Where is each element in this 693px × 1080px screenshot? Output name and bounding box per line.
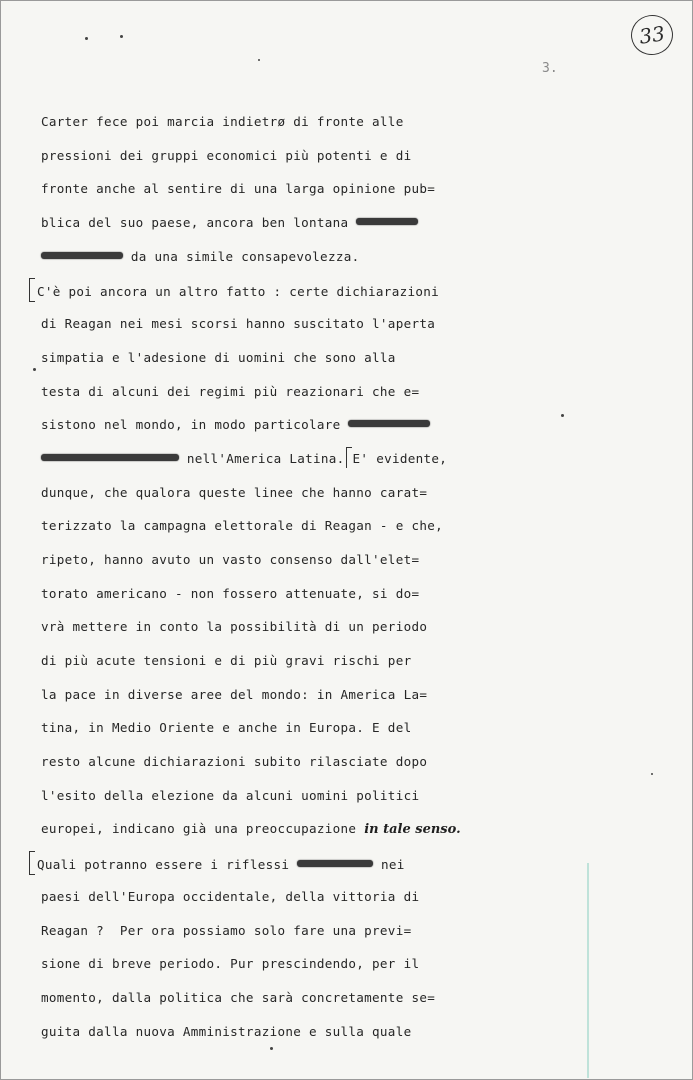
ink-speck [258,59,260,61]
text-line: da una simile consapevolezza. [41,245,561,279]
redaction-mark [356,218,418,225]
text-line: resto alcune dichiarazioni subito rilasciate dopo [41,754,428,770]
paragraph-bracket [346,447,352,468]
text-line: sistono nel mondo, in modo particolare [41,413,561,447]
text-line: ripeto, hanno avuto un vasto consenso dall'elet= [41,551,420,567]
text-line: blica del suo paese, ancora ben lontana [41,211,561,245]
redaction-mark [348,420,430,427]
text-line: la pace in diverse aree del mondo: in America La= [41,686,428,702]
text-line: paesi dell'Europa occidentale, della vittoria di [41,888,420,904]
page-number-stamp: 33 [628,12,675,57]
paragraph-bracket [29,851,35,875]
text-line: Quali potranno essere i riflessi nei [29,851,561,885]
text-line: nell'America Latina. E' evidente, [41,447,561,481]
redaction-mark [41,454,179,461]
text-line: guita dalla nuova Amministrazione e sulla quale [41,1023,412,1039]
text-line: di Reagan nei mesi scorsi hanno suscitato l'aperta [41,316,436,332]
handwritten-insertion: in tale senso. [364,822,461,838]
ink-speck [33,368,36,371]
ink-speck [85,37,88,40]
text-line: europei, indicano già una preoccupazione in tale senso. [41,821,461,838]
text-line: torato americano - non fossero attenuate, si do= [41,585,420,601]
redaction-mark [297,860,373,867]
ink-speck [561,414,564,417]
text-line: momento, dalla politica che sarà concretamente se= [41,989,436,1005]
text-line: Reagan ? Per ora possiamo solo fare una previ= [41,922,412,938]
text-line: pressioni dei gruppi economici più potenti e di [41,147,412,163]
text-line: Carter fece poi marcia indietrø di fronte alle [41,114,404,129]
paragraph-bracket [29,278,35,302]
text-line: dunque, che qualora queste linee che hanno carat= [41,484,428,500]
text-line: di più acute tensioni e di più gravi rischi per [41,653,412,668]
redaction-mark [41,252,123,259]
text-line: vrà mettere in conto la possibilità di un periodo [41,619,428,635]
text-line: simpatia e l'adesione di uomini che sono alla [41,349,396,365]
text-line: tina, in Medio Oriente e anche in Europa. E del [41,720,412,736]
margin-line [587,863,589,1078]
page-marker: 3. [542,61,558,76]
text-line: fronte anche al sentire di una larga opinione pub= [41,181,436,197]
text-line: testa di alcuni dei regimi più reazionari che e= [41,383,420,399]
ink-speck [651,773,653,775]
ink-speck [120,35,123,38]
text-line: terizzato la campagna elettorale di Reagan - e che, [41,518,443,534]
body-text [37,110,561,1053]
text-line: C'è poi ancora un altro fatto : certe dichiarazioni [29,278,561,312]
text-line: sione di breve periodo. Pur prescindendo, per il [41,956,420,972]
text-line: l'esito della elezione da alcuni uomini politici [41,787,420,803]
